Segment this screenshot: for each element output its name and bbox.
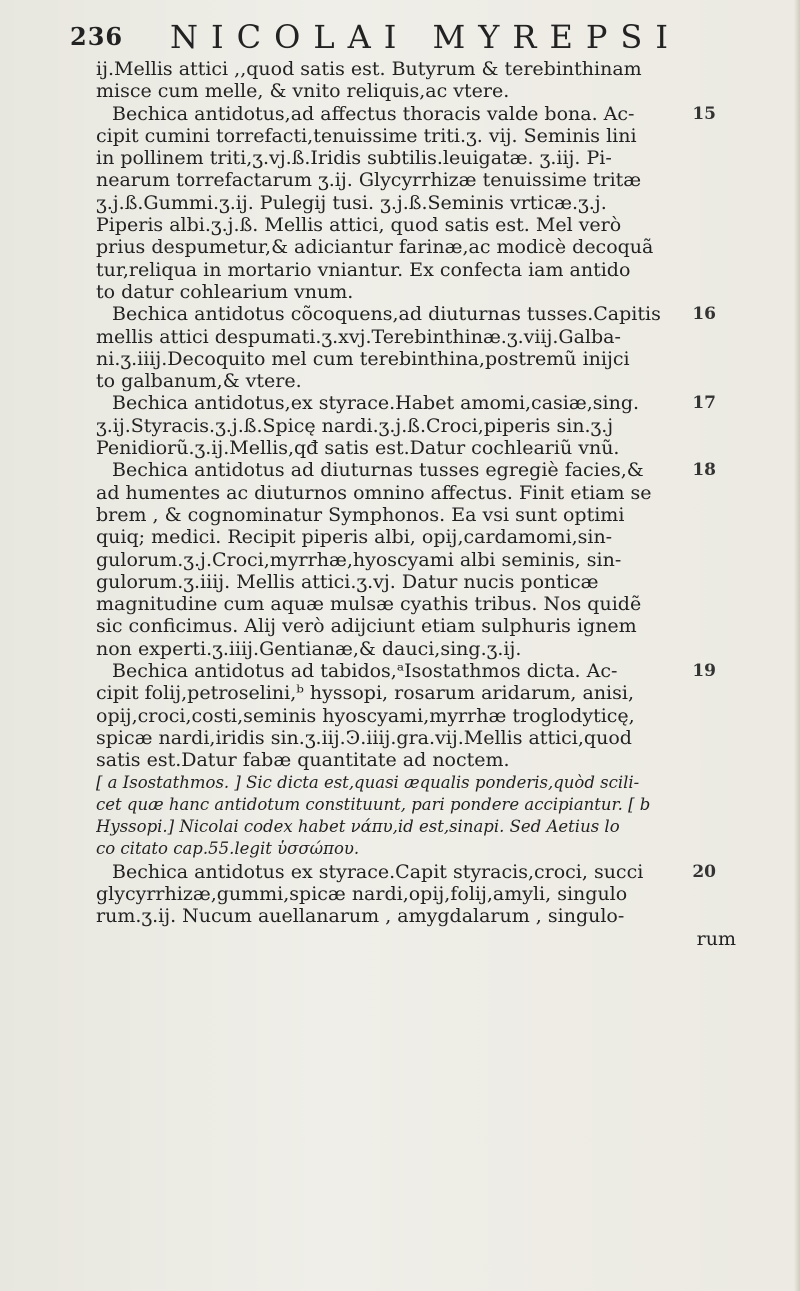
text-line: misce cum melle, & vnito reliquis,ac vtere. (96, 80, 510, 103)
text-line: cipit folij,petroselini,ᵇ hyssopi, rosarum aridarum, anisi, (96, 682, 634, 705)
text-line: opij,croci,costi,seminis hyoscyami,myrrhæ troglodyticę, (96, 704, 635, 727)
margin-number: 15 (692, 103, 716, 124)
text-line: ʒ.j.ß.Gummi.ʒ.ij. Pulegij tusi. ʒ.j.ß.Seminis vrticæ.ʒ.j. (96, 191, 607, 214)
text-line: gulorum.ʒ.iiij. Mellis attici.ʒ.vj. Datur nucis ponticæ (96, 570, 599, 593)
margin-number: 19 (692, 661, 716, 682)
text-line: tur,reliqua in mortario vniantur. Ex confecta iam antido (96, 258, 631, 281)
text-line: Bechica antidotus ad diuturnas tusses egregiè facies,& 18 (112, 459, 716, 482)
text-line: to galbanum,& vtere. (96, 370, 302, 393)
text-line: cipit cumini torrefacti,tenuissime triti.ʒ. vij. Seminis lini (96, 124, 637, 147)
text-line: satis est.Datur fabæ quantitate ad noctem. (96, 749, 510, 772)
text-line: ʒ.ij.Styracis.ʒ.j.ß.Spicę nardi.ʒ.j.ß.Croci,piperis sin.ʒ.j (96, 414, 614, 437)
text-line: sic conficimus. Alij verò adijciunt etiam sulphuris ignem (96, 615, 637, 638)
text-line: gulorum.ʒ.j.Croci,myrrhæ,hyoscyami albi seminis, sin- (96, 548, 622, 571)
text-line: Bechica antidotus ad tabidos,ᵃIsostathmos dicta. Ac- 19 (112, 660, 716, 683)
body-text (96, 58, 736, 950)
text-line: quiq; medici. Recipit piperis albi, opij,cardamomi,sin- (96, 526, 613, 549)
text-line: glycyrrhizæ,gummi,spicæ nardi,opij,folij,amyli, singulo (96, 882, 628, 905)
margin-number: 16 (692, 304, 716, 325)
text-line: Bechica antidotus,ex styrace.Habet amomi,casiæ,sing. 17 (112, 392, 716, 415)
text-line: rum.ʒ.ij. Nucum auellanarum , amygdalarum , singulo- (96, 905, 625, 928)
page-edge-shadow (794, 0, 800, 1291)
annotation-line: Hyssopi.] Nicolai codex habet νάπυ,id est,sinapi. Sed Aetius lo (96, 817, 620, 837)
text-line: Bechica antidotus ex styrace.Capit styracis,croci, succi 20 (112, 860, 716, 883)
text-line: mellis attici despumati.ʒ.xvj.Terebinthinæ.ʒ.viij.Galba- (96, 325, 621, 348)
text-line: ij.Mellis attici ,,quod satis est. Butyrum & terebinthinam (96, 58, 642, 80)
running-title: NICOLAI MYREPSI (170, 18, 681, 56)
margin-number: 18 (692, 460, 716, 481)
text-line: non experti.ʒ.iiij.Gentianæ,& dauci,sing.ʒ.ij. (96, 637, 522, 660)
margin-number: 17 (692, 393, 716, 414)
text-line: Penidiorũ.ʒ.ij.Mellis,qđ satis est.Datur cochleariũ vnũ. (96, 437, 620, 460)
text-line: Piperis albi.ʒ.j.ß. Mellis attici, quod satis est. Mel verò (96, 214, 622, 237)
text-line: in pollinem triti,ʒ.vj.ß.Iridis subtilis.leuigatæ. ʒ.iij. Pi- (96, 147, 612, 170)
catchword: rum (696, 927, 736, 950)
annotation-line: cet quæ hanc antidotum constituunt, pari pondere accipiantur. [ b (96, 794, 651, 814)
text-line: Bechica antidotus cõcoquens,ad diuturnas tusses.Capitis 16 (112, 303, 716, 326)
text-line: magnitudine cum aquæ mulsæ cyathis tribus. Nos quidẽ (96, 593, 642, 616)
page-header (70, 18, 740, 62)
page-number: 236 (70, 22, 124, 51)
text-line: brem , & cognominatur Symphonos. Ea vsi sunt optimi (96, 503, 625, 526)
text-line: prius despumetur,& adiciantur farinæ,ac modicè decoquã (96, 236, 654, 259)
text-line: ni.ʒ.iiij.Decoquito mel cum terebinthina,postremũ inijci (96, 347, 630, 370)
text-line: to datur cohlearium vnum. (96, 280, 354, 303)
text-line: Bechica antidotus,ad affectus thoracis valde bona. Ac- 15 (112, 102, 716, 125)
annotation-line: co citato cap.55.legit ὑσσώπου. (96, 839, 360, 859)
text-line: spicæ nardi,iridis sin.ʒ.iij.Ͽ.iiij.gra.vij.Mellis attici,quod (96, 726, 632, 749)
text-line: nearum torrefactarum ʒ.ij. Glycyrrhizæ tenuissime tritæ (96, 169, 642, 192)
text-line: ad humentes ac diuturnos omnino affectus. Finit etiam se (96, 481, 652, 504)
annotation-line: [ a Isostathmos. ] Sic dicta est,quasi æqualis ponderis,quòd scili- (96, 772, 640, 792)
margin-number: 20 (692, 861, 716, 882)
